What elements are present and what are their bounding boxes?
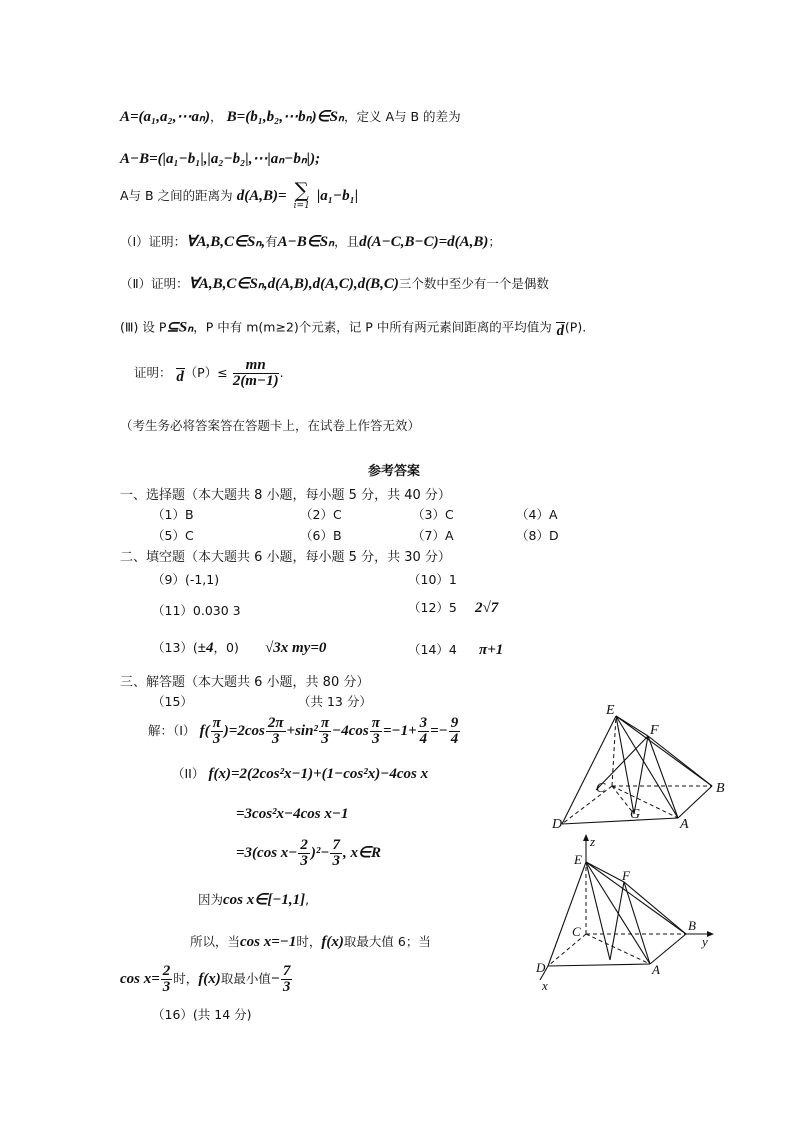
answers-title: 参考答案 [368, 464, 421, 479]
choice-answer [152, 505, 194, 523]
definition-text: ，定义 A与 B 的差为 [344, 109, 461, 124]
choice-letter: C [184, 528, 194, 543]
d-bar [556, 316, 565, 340]
sol-cos: −4cos [332, 723, 369, 739]
label-e: E [574, 852, 582, 867]
solution-part-2 [172, 764, 428, 783]
choice-number: （1） [152, 507, 185, 522]
label-e: E [606, 703, 615, 718]
fill-q12-math: 2√7 [475, 600, 499, 616]
q15-label: （15） [152, 694, 193, 709]
num: 7 [282, 963, 291, 979]
label-d: D [536, 960, 546, 975]
tuple-b: B=(b₁,b₂,⋯bₙ)∈Sₙ [226, 109, 345, 125]
den: 3 [212, 731, 221, 747]
fill-q9: （9）(-1,1) [152, 572, 220, 587]
choice-number: （3） [412, 507, 445, 522]
label-b: B [716, 781, 725, 796]
because-end: , [305, 892, 310, 907]
sum-index: i=1 [293, 201, 310, 211]
num: 2π [267, 715, 284, 731]
den: 3 [282, 979, 291, 995]
last-math-b: f(x) [198, 971, 221, 987]
choice-answer [300, 526, 342, 544]
fill-q14 [408, 640, 503, 659]
fill-q11: （11）0.030 3 [152, 603, 241, 618]
part-one-end: ； [488, 234, 501, 249]
equation-a: =3cos²x−4cos x−1 [236, 806, 349, 822]
frac-2-3 [298, 838, 310, 869]
choice-letter: D [548, 528, 559, 543]
label-f: F [650, 723, 659, 738]
part-three-text-a: (Ⅲ) 设 P [120, 319, 167, 335]
frac-pi-3-c [370, 716, 382, 747]
section-2-heading: 二、填空题（本大题共 6 小题，每小题 5 分，共 30 分） [120, 550, 451, 565]
so-text-a: 所以，当 [190, 934, 241, 949]
part2-label: （II） [172, 766, 205, 781]
part-two-text: 三个数中至少有一个是偶数 [398, 276, 549, 291]
part-three-text-c: (P). [564, 319, 587, 335]
choice-number: （2） [300, 507, 333, 522]
minimum-line [120, 964, 293, 995]
because-line [198, 890, 309, 909]
eq-b-pre: =3(cos x− [236, 845, 298, 861]
num: π [212, 715, 221, 731]
fill-q12-text: （12）5 [408, 600, 457, 615]
den: 3 [332, 853, 340, 869]
choice-answer [300, 505, 342, 523]
distance-rhs: |a₁−b₁| [316, 188, 359, 204]
distance-lhs: d(A,B)= [236, 188, 287, 204]
equation-b [236, 838, 381, 869]
part-one-label: （Ⅰ）证明： [120, 234, 187, 249]
den: 3 [271, 731, 280, 747]
den: 4 [450, 731, 459, 747]
den: 3 [321, 731, 329, 747]
part-one [120, 232, 501, 251]
label-c: C [572, 924, 581, 939]
choice-answer [152, 526, 194, 544]
choice-letter: A [444, 528, 454, 543]
choice-letter: B [332, 528, 342, 543]
fill-q13-text-a: （13）( [152, 640, 198, 655]
prove-denominator: 2(m−1) [232, 373, 279, 389]
label-a: A [652, 962, 660, 977]
sum-symbol: ∑ [294, 178, 309, 202]
sol-sin: +sin² [286, 723, 318, 739]
part-two-math: ∀A,B,C∈Sₙ,d(A,B),d(A,C),d(B,C) [188, 276, 399, 292]
part2-expression: f(x)=2(2cos²x−1)+(1−cos²x)−4cos x [208, 766, 429, 782]
choice-number: （5） [152, 528, 185, 543]
choice-number: （6） [300, 528, 333, 543]
frac-7-3 [330, 838, 342, 869]
solution-label: 解：（I） [148, 723, 196, 738]
geometry-figure-2 [520, 830, 720, 1000]
num: 2 [300, 837, 308, 853]
axis-z: z [590, 834, 596, 849]
last-text-b: 取最小值 [220, 971, 271, 986]
so-text-b: 时， [296, 934, 322, 949]
label-a: A [680, 817, 689, 832]
section-1-heading: 一、选择题（本大题共 8 小题，每小题 5 分，共 40 分） [120, 488, 451, 503]
prove-d-bar [176, 362, 185, 386]
num: 9 [450, 715, 459, 731]
den: 3 [300, 853, 308, 869]
frac-9-4 [449, 716, 461, 747]
prove-fraction [233, 358, 279, 389]
choice-answer [516, 526, 559, 544]
label-c: C [596, 781, 606, 796]
den: 3 [162, 979, 171, 995]
part-two [120, 274, 549, 293]
sol-f: f( [199, 723, 210, 739]
frac-3-4 [418, 716, 430, 747]
num: 7 [332, 837, 340, 853]
choice-number: （8） [516, 528, 549, 543]
eq-b-mid: )²− [310, 845, 330, 861]
distance-definition [120, 180, 358, 213]
den: 4 [419, 731, 428, 747]
q15-points: （共 13 分） [298, 694, 372, 709]
label-f: F [622, 868, 630, 883]
last-text: 时， [173, 971, 199, 986]
choice-answer [516, 505, 558, 523]
fill-q10: （10）1 [408, 572, 457, 587]
difference-formula: A−B=(|a₁−b₁|,|a₂−b₂|,⋯|aₙ−bₙ|); [120, 151, 321, 167]
last-math-a: cos x= [120, 971, 160, 987]
label-d: D [552, 817, 563, 832]
q16-label: （16）(共 14 分) [152, 1007, 252, 1022]
sol-eq-neg: =− [430, 723, 448, 739]
axis-y: y [702, 934, 708, 949]
choice-letter: C [332, 507, 342, 522]
prove-end: . [279, 365, 284, 380]
choice-answer [412, 505, 454, 523]
label-b: B [688, 918, 696, 933]
separator: ， [209, 109, 223, 124]
num: 2 [162, 963, 171, 979]
frac-pi-3-b [319, 716, 331, 747]
so-line [190, 932, 431, 951]
fill-q13-math-b: √3x my=0 [265, 640, 327, 656]
d-symbol: d [556, 323, 565, 339]
prove-inequality: （P）≤ [184, 365, 228, 380]
part-one-math-c: d(A−C,B−C)=d(A,B) [359, 234, 489, 250]
part-two-label: （Ⅱ）证明： [120, 276, 189, 291]
because-math: cos x∈[−1,1] [223, 892, 306, 908]
notice: （考生务必将答案答在答题卡上，在试卷上作答无效） [120, 418, 421, 433]
part-three [120, 316, 586, 340]
fill-q13-text-b: ，0) [213, 640, 239, 655]
prove-statement [134, 358, 284, 389]
choice-letter: A [548, 507, 558, 522]
label-g: G [630, 807, 641, 822]
part-three-subset: ⊆Sₙ [166, 319, 194, 336]
frac-2pi-3 [266, 716, 286, 747]
because-text: 因为 [198, 892, 224, 907]
frac-2-3-b [161, 964, 173, 995]
prove-label: 证明： [134, 365, 172, 380]
choice-number: （4） [516, 507, 549, 522]
frac-pi-3 [211, 716, 223, 747]
frac-7-3-b [281, 964, 293, 995]
tuple-a: A=(a₁,a₂,⋯aₙ) [120, 109, 210, 125]
part-one-math-b: A−B∈Sₙ [277, 234, 335, 250]
sol-eq-m1: =−1+ [382, 723, 417, 739]
den: 3 [372, 731, 380, 747]
part-one-text-b: ，且 [334, 234, 360, 249]
last-neg: − [270, 971, 280, 987]
so-text-c: 取最大值 6；当 [343, 934, 431, 949]
distance-text: A与 B 之间的距离为 [120, 188, 233, 203]
sol-eq1: )=2cos [223, 723, 265, 739]
part-one-text-a: 有 [265, 234, 278, 249]
fill-q12 [408, 598, 498, 617]
summation [294, 180, 310, 213]
definition-line-1 [120, 107, 461, 126]
choice-letter: B [184, 507, 194, 522]
eq-b-tail: , x∈R [342, 845, 382, 861]
prove-d-symbol: d [176, 368, 184, 385]
part-one-math-a: ∀A,B,C∈Sₙ, [186, 234, 266, 250]
geometry-figure-1 [550, 700, 740, 840]
choice-number: （7） [412, 528, 445, 543]
fill-q14-text: （14）4 [408, 642, 457, 657]
so-math-a: cos x=−1 [240, 934, 297, 950]
num: π [371, 715, 380, 731]
choice-letter: C [444, 507, 454, 522]
so-math-b: f(x) [321, 934, 344, 950]
choice-answer [412, 526, 454, 544]
num: π [320, 715, 330, 731]
difference-definition [120, 149, 320, 168]
part-three-text-b: ，P 中有 m(m≥2)个元素，记 P 中所有两元素间距离的平均值为 [193, 319, 552, 335]
fill-q14-math: π+1 [479, 642, 504, 658]
solution-part-1 [148, 716, 461, 747]
section-3-heading: 三、解答题（本大题共 6 小题，共 80 分） [120, 675, 370, 690]
prove-numerator: mn [233, 358, 279, 374]
fill-q13-math-a: ±4 [197, 640, 214, 656]
axis-x: x [542, 978, 548, 993]
fill-q13 [152, 638, 326, 657]
num: 3 [419, 715, 428, 731]
